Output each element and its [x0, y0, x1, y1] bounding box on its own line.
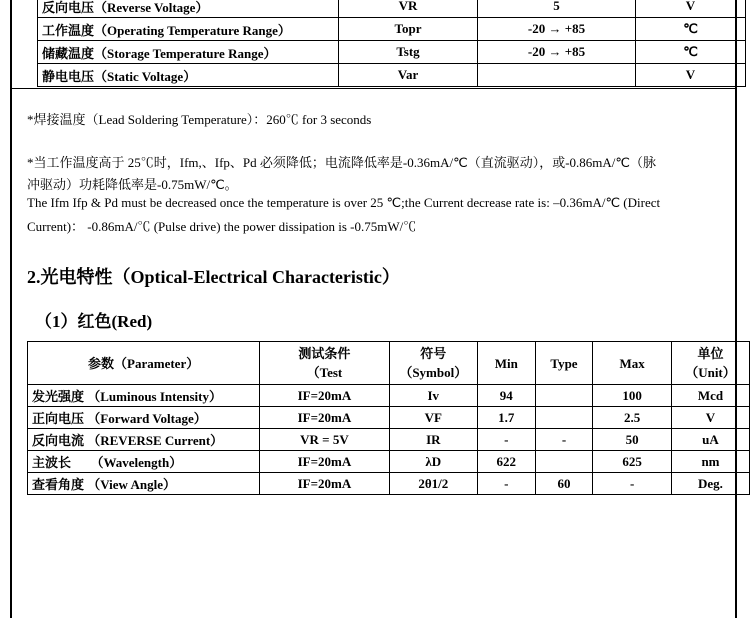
symbol-cell: Topr [339, 18, 478, 41]
unit-cell: uA [671, 429, 749, 451]
header-min: Min [477, 342, 535, 385]
unit-cell: Deg. [671, 473, 749, 495]
max-cell: 100 [593, 385, 672, 407]
typ-cell: - [535, 429, 593, 451]
max-cell: - [593, 473, 672, 495]
value-cell: 5 [478, 0, 636, 18]
param-cell: 反向电压（Reverse Voltage） [38, 0, 339, 18]
header-test-condition-line2: （Test [306, 365, 343, 380]
table-header-row [28, 342, 750, 385]
table-row [28, 385, 750, 407]
unit-cell: V [636, 64, 746, 87]
header-symbol-line2: （Symbol） [399, 365, 468, 380]
absolute-ratings-table [37, 0, 746, 87]
unit-cell: Mcd [671, 385, 749, 407]
header-test-condition-line1: 测试条件 [298, 346, 351, 361]
header-param: 参数（Parameter） [28, 342, 260, 385]
param-cell: 正向电压 （Forward Voltage） [28, 407, 260, 429]
max-cell: 625 [593, 451, 672, 473]
symbol-cell: Iv [389, 385, 477, 407]
section-subtitle: （1）红色(Red) [35, 312, 153, 331]
table-row [28, 429, 750, 451]
max-cell: 50 [593, 429, 672, 451]
table-row [28, 473, 750, 495]
symbol-cell: λD [389, 451, 477, 473]
table-row [38, 41, 746, 64]
table-row [28, 451, 750, 473]
max-cell: 2.5 [593, 407, 672, 429]
symbol-cell: Var [339, 64, 478, 87]
symbol-cell: VF [389, 407, 477, 429]
symbol-cell: 2θ1/2 [389, 473, 477, 495]
param-cell: 反向电流 （REVERSE Current） [28, 429, 260, 451]
table-row [38, 0, 746, 18]
section-divider [12, 88, 735, 89]
typ-cell [535, 385, 593, 407]
unit-cell: V [671, 407, 749, 429]
param-cell: 主波长 （Wavelength） [28, 451, 260, 473]
derating-note-en-line2: Current)： -0.86mA/℃ (Pulse drive) the power dissipation is -0.75mW/℃ [27, 219, 417, 234]
typ-cell [535, 407, 593, 429]
header-max: Max [593, 342, 672, 385]
section-title: 2.光电特性（Optical-Electrical Characteristic） [27, 267, 400, 287]
param-cell: 储藏温度（Storage Temperature Range） [38, 41, 339, 64]
table-row [38, 64, 746, 87]
value-cell: -20 → +85 [478, 41, 636, 64]
derating-note-cn-line1: *当工作温度高于 25℃时，Ifm,、Ifp、Pd 必须降低；电流降低率是-0.36mA/℃（直流驱动），或-0.86mA/℃（脉 [27, 155, 656, 170]
min-cell: 94 [477, 385, 535, 407]
min-cell: - [477, 473, 535, 495]
optical-electrical-table [27, 341, 750, 495]
unit-cell: ℃ [636, 41, 746, 64]
min-cell: - [477, 429, 535, 451]
header-unit-line1: 单位 [697, 346, 724, 361]
value-cell [478, 64, 636, 87]
header-test-condition [260, 342, 389, 385]
min-cell: 1.7 [477, 407, 535, 429]
header-unit-line2: （Unit） [685, 365, 736, 380]
test-condition-cell: IF=20mA [260, 451, 389, 473]
min-cell: 622 [477, 451, 535, 473]
test-condition-cell: IF=20mA [260, 385, 389, 407]
test-condition-cell: IF=20mA [260, 407, 389, 429]
header-symbol [389, 342, 477, 385]
table-row [38, 18, 746, 41]
param-cell: 工作温度（Operating Temperature Range） [38, 18, 339, 41]
param-cell: 静电电压（Static Voltage） [38, 64, 339, 87]
typ-cell: 60 [535, 473, 593, 495]
test-condition-cell: VR = 5V [260, 429, 389, 451]
param-cell: 发光强度 （Luminous Intensity） [28, 385, 260, 407]
header-typ: Type [535, 342, 593, 385]
header-unit [671, 342, 749, 385]
header-symbol-line1: 符号 [420, 346, 447, 361]
derating-note-cn-line2: 冲驱动）功耗降低率是-0.75mW/℃。 [27, 177, 238, 192]
symbol-cell: Tstg [339, 41, 478, 64]
soldering-note: *焊接温度（Lead Soldering Temperature）：260℃ for 3 seconds [27, 112, 372, 127]
table-row [28, 407, 750, 429]
symbol-cell: VR [339, 0, 478, 18]
value-cell: -20 → +85 [478, 18, 636, 41]
unit-cell: ℃ [636, 18, 746, 41]
symbol-cell: IR [389, 429, 477, 451]
param-cell: 查看角度 （View Angle） [28, 473, 260, 495]
unit-cell: nm [671, 451, 749, 473]
test-condition-cell: IF=20mA [260, 473, 389, 495]
typ-cell [535, 451, 593, 473]
unit-cell: V [636, 0, 746, 18]
derating-note-en-line1: The Ifm Ifp & Pd must be decreased once the temperature is over 25 ℃;the Current decrease rate is: –0.36mA/℃ (Direct [27, 195, 661, 210]
